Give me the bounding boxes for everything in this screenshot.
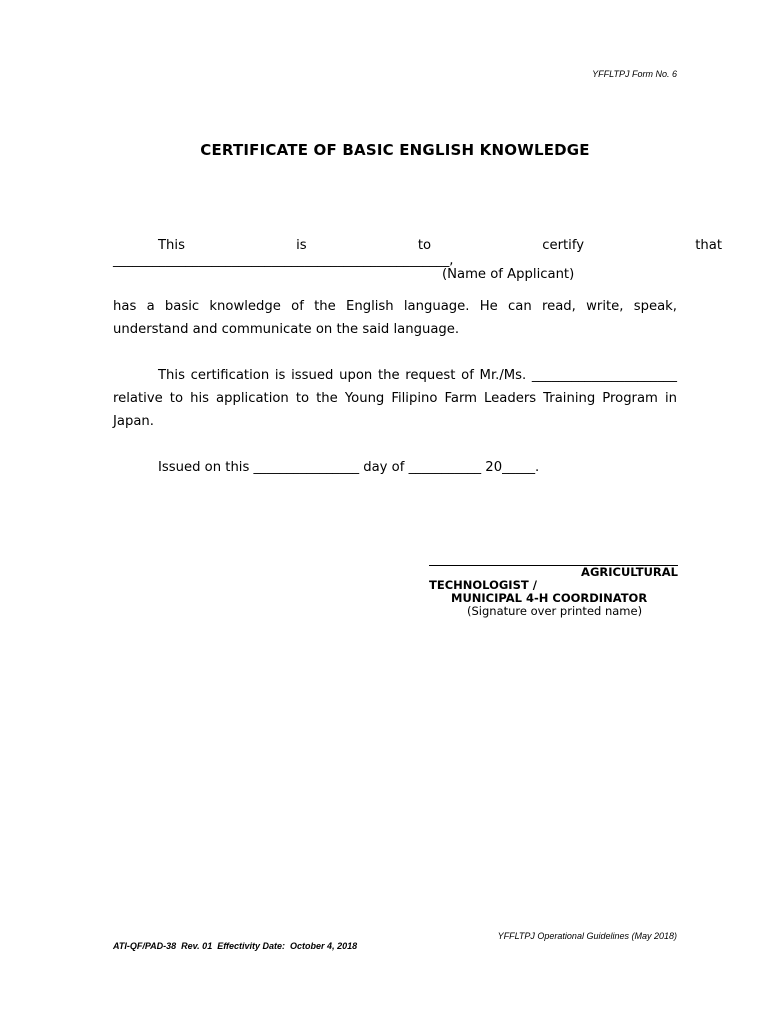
applicant-name-caption: (Name of Applicant) [442, 267, 575, 282]
signatory-role [429, 566, 678, 605]
signatory-role-line: AGRICULTURAL [581, 565, 678, 579]
certify-word: to [417, 238, 432, 253]
signature-caption: (Signature over printed name) [467, 604, 643, 618]
signatory-role-line: MUNICIPAL 4-H COORDINATOR [451, 591, 648, 605]
footer-document-code: ATI-QF/PAD-38 Rev. 01 Effectivity Date: October 4, 2018 [113, 941, 358, 951]
certify-word: that [695, 238, 722, 253]
certify-word: This [158, 238, 185, 253]
footer-guidelines: YFFLTPJ Operational Guidelines (May 2018) [497, 931, 677, 941]
request-paragraph: This certification is issued upon the request of Mr./Ms. ______________________ relative to his application to the Young Filipino Farm Leaders Training Program in Japan. [113, 368, 677, 429]
signatory-role-line: TECHNOLOGIST / [429, 578, 537, 592]
form-number: YFFLTPJ Form No. 6 [592, 69, 677, 79]
certify-word: is [296, 238, 307, 253]
signature-block [429, 553, 678, 618]
applicant-name-blank: ___________________________________________________, [113, 253, 454, 268]
knowledge-paragraph: has a basic knowledge of the English language. He can read, write, speak, understand and communicate on the said language. [113, 299, 677, 337]
issued-paragraph: Issued on this ________________ day of ___________ 20_____. [158, 460, 540, 475]
document-title: CERTIFICATE OF BASIC ENGLISH KNOWLEDGE [200, 141, 590, 159]
certify-word: certify [542, 238, 585, 253]
